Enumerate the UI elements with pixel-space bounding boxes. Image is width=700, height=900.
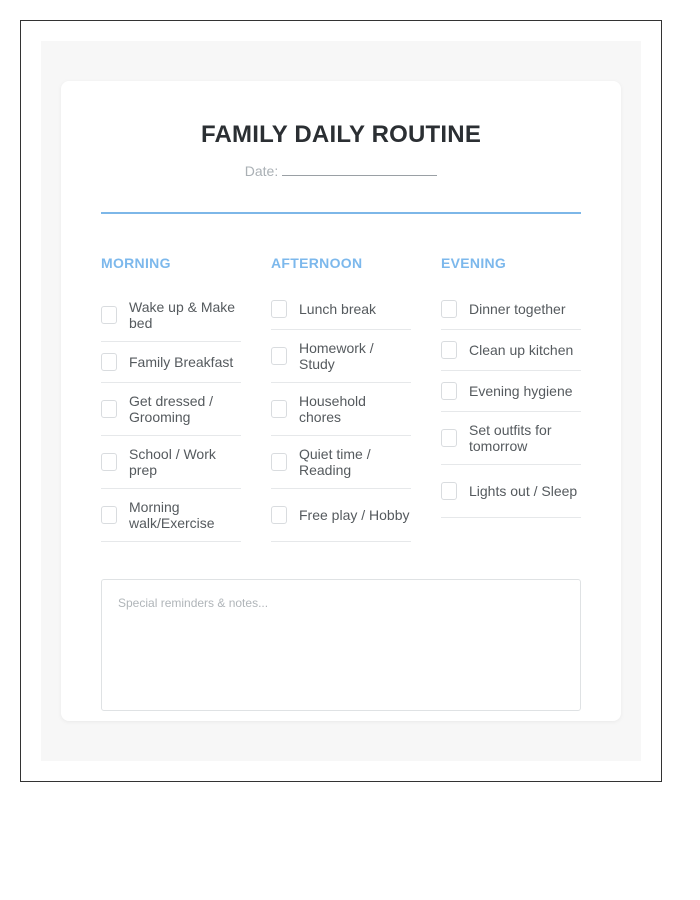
task-list-afternoon xyxy=(271,289,411,542)
task-item[interactable] xyxy=(271,330,411,383)
task-label: Wake up & Make bed xyxy=(129,299,236,331)
task-label: Evening hygiene xyxy=(469,383,573,399)
checkbox[interactable] xyxy=(271,453,287,471)
task-item[interactable] xyxy=(271,436,411,489)
task-item[interactable] xyxy=(271,289,411,330)
date-label: Date: xyxy=(244,163,279,179)
column-afternoon xyxy=(271,255,411,542)
task-item[interactable] xyxy=(271,489,411,542)
task-item[interactable] xyxy=(441,330,581,371)
checkbox[interactable] xyxy=(271,347,287,365)
task-item[interactable] xyxy=(101,489,241,542)
task-list-morning xyxy=(101,289,241,542)
checkbox[interactable] xyxy=(441,382,457,400)
checkbox[interactable] xyxy=(101,506,117,524)
task-label: Clean up kitchen xyxy=(469,342,574,358)
task-label: Morning walk/Exercise xyxy=(129,499,215,531)
routine-card xyxy=(61,81,621,721)
task-label: Family Breakfast xyxy=(129,354,234,370)
header-divider xyxy=(101,212,581,214)
task-item[interactable] xyxy=(441,412,581,465)
task-item[interactable] xyxy=(101,342,241,383)
checkbox[interactable] xyxy=(271,506,287,524)
column-header-morning: MORNING xyxy=(101,255,171,271)
task-label: Dinner together xyxy=(469,301,566,317)
column-header-afternoon: AFTERNOON xyxy=(271,255,363,271)
checkbox[interactable] xyxy=(271,400,287,418)
checkbox[interactable] xyxy=(441,482,457,500)
task-label: Get dressed / Grooming xyxy=(129,393,214,425)
checkbox[interactable] xyxy=(101,306,117,324)
task-item[interactable] xyxy=(101,383,241,436)
task-label: Lights out / Sleep xyxy=(469,483,578,499)
page-backdrop xyxy=(41,41,641,761)
task-label: Free play / Hobby xyxy=(299,507,410,523)
task-item[interactable] xyxy=(441,465,581,518)
task-label: Lunch break xyxy=(299,301,377,317)
task-label: Homework / Study xyxy=(299,340,374,372)
checkbox[interactable] xyxy=(271,300,287,318)
page-title: FAMILY DAILY ROUTINE xyxy=(200,121,482,148)
checkbox[interactable] xyxy=(101,453,117,471)
task-item[interactable] xyxy=(101,289,241,342)
task-list-evening xyxy=(441,289,581,518)
task-label: Set outfits for tomorrow xyxy=(469,422,552,454)
column-evening xyxy=(441,255,581,518)
task-item[interactable] xyxy=(271,383,411,436)
column-header-evening: EVENING xyxy=(441,255,507,271)
date-blank-line[interactable] xyxy=(282,163,437,176)
task-label: Household chores xyxy=(299,393,366,425)
checkbox[interactable] xyxy=(441,341,457,359)
task-label: School / Work prep xyxy=(129,446,216,478)
task-item[interactable] xyxy=(441,371,581,412)
task-item[interactable] xyxy=(441,289,581,330)
notes-textarea[interactable] xyxy=(101,579,581,711)
checkbox[interactable] xyxy=(441,429,457,447)
date-field xyxy=(61,163,621,179)
page-frame xyxy=(20,20,662,782)
column-morning xyxy=(101,255,241,542)
checkbox[interactable] xyxy=(441,300,457,318)
task-item[interactable] xyxy=(101,436,241,489)
checkbox[interactable] xyxy=(101,400,117,418)
checkbox[interactable] xyxy=(101,353,117,371)
task-label: Quiet time / Reading xyxy=(299,446,371,478)
